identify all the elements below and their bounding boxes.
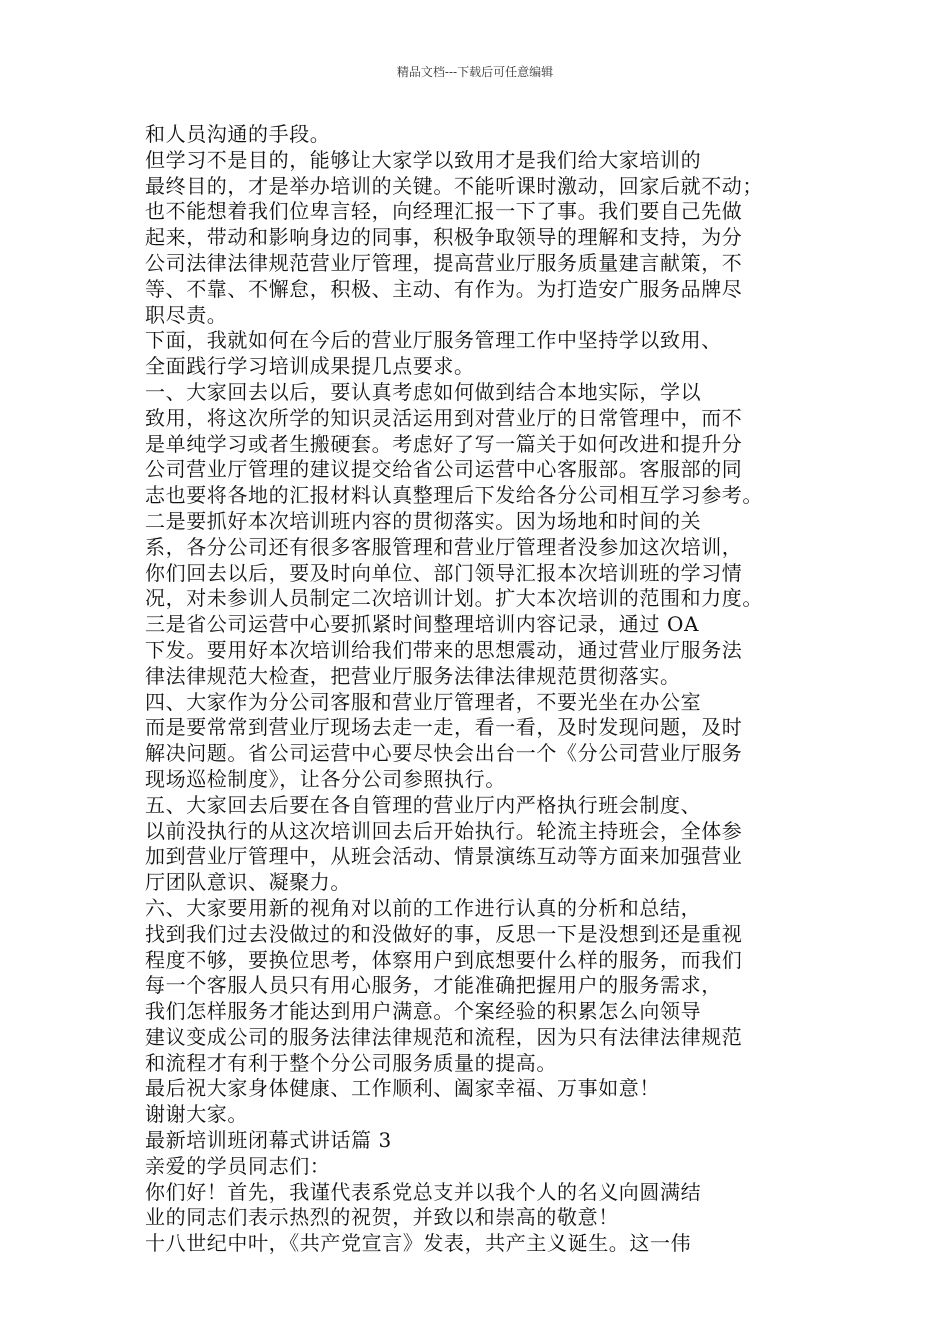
paragraph: 二是要抓好本次培训班内容的贯彻落实。因为场地和时间的关 系，各分公司还有很多客服管理和营业厅管理者没参加这次培训， 你们回去以后，要及时向单位、部门领导汇报本次培训班的学习情 况，对未参训人员制定二次培训计划。扩大本次培训的范围和力度。 bbox=[145, 508, 763, 611]
paragraph: 你们好！首先，我谨代表系党总支并以我个人的名义向圆满结 业的同志们表示热烈的祝贺，并致以和崇高的敬意！ bbox=[145, 1179, 702, 1230]
document-body bbox=[145, 122, 810, 1257]
paragraph: 我们怎样服务才能达到用户满意。个案经验的积累怎么向领导 建议变成公司的服务法律法律规范和流程，因为只有法律法律规范 和流程才有利于整个分公司服务质量的提高。 bbox=[145, 999, 743, 1075]
page-header: 精品文档---下载后可任意编辑 bbox=[396, 65, 554, 79]
paragraph: 六、大家要用新的视角对以前的工作进行认真的分析和总结， 找到我们过去没做过的和没做好的事，反思一下是没想到还是重视 程度不够，要换位思考，体察用户到底想要什么样的服务，而我们 每一个客服人员只有用心服务，才能准确把握用户的服务需求， bbox=[145, 895, 743, 998]
paragraph: 和人员沟通的手段。 bbox=[145, 122, 331, 146]
paragraph: 三是省公司运营中心要抓紧时间整理培训内容记录，通过 OA 下发。要用好本次培训给我们带来的思想震动，通过营业厅服务法 律法律规范大检查，把营业厅服务法律法律规范贯彻落实。 bbox=[145, 612, 743, 688]
paragraph: 十八世纪中叶，《共产党宣言》发表，共产主义诞生。这一伟 bbox=[145, 1231, 692, 1256]
paragraph: 下面，我就如何在今后的营业厅服务管理工作中坚持学以致用、 全面践行学习培训成果提几点要求。 bbox=[145, 328, 722, 379]
salutation: 亲爱的学员同志们： bbox=[145, 1153, 331, 1178]
paragraph: 谢谢大家。 bbox=[145, 1102, 248, 1127]
section-title: 最新培训班闭幕式讲话篇 3 bbox=[145, 1128, 392, 1153]
paragraph: 但学习不是目的，能够让大家学以致用才是我们给大家培训的 最终目的，才是举办培训的关键。不能听课时激动，回家后就不动； 也不能想着我们位卑言轻，向经理汇报一下了事。我们要自己先做 起来，带动和影响身边的同事，积极争取领导的理解和支持，为分 公司法律法律规范营业厅管理，提高营业厅服务质量建言献策，不 等、不靠、不懈怠，积极、主动、有作为。为打造安广服务品牌尽 职尽责。 bbox=[145, 147, 763, 327]
paragraph: 五、大家回去后要在各自管理的营业厅内严格执行班会制度、 以前没执行的从这次培训回去后开始执行。轮流主持班会，全体参 加到营业厅管理中，从班会活动、情景演练互动等方面来加强营业 厅团队意识、凝聚力。 bbox=[145, 792, 743, 895]
paragraph: 四、大家作为分公司客服和营业厅管理者，不要光坐在办公室 而是要常常到营业厅现场去走一走，看一看，及时发现问题，及时 解决问题。省公司运营中心要尽快会出台一个《分公司营业厅服务 现场巡检制度》，让各分公司参照执行。 bbox=[145, 689, 743, 791]
paragraph: 一、大家回去以后，要认真考虑如何做到结合本地实际，学以 致用，将这次所学的知识灵活运用到对营业厅的日常管理中，而不 是单纯学习或者生搬硬套。考虑好了写一篇关于如何改进和提升分 公司营业厅管理的建议提交给省公司运营中心客服部。客服部的同 志也要将各地的汇报材料认真整理后下发给各分公司相互学习参考。 bbox=[145, 379, 763, 508]
paragraph: 最后祝大家身体健康、工作顺利、阖家幸福、万事如意！ bbox=[145, 1076, 660, 1101]
